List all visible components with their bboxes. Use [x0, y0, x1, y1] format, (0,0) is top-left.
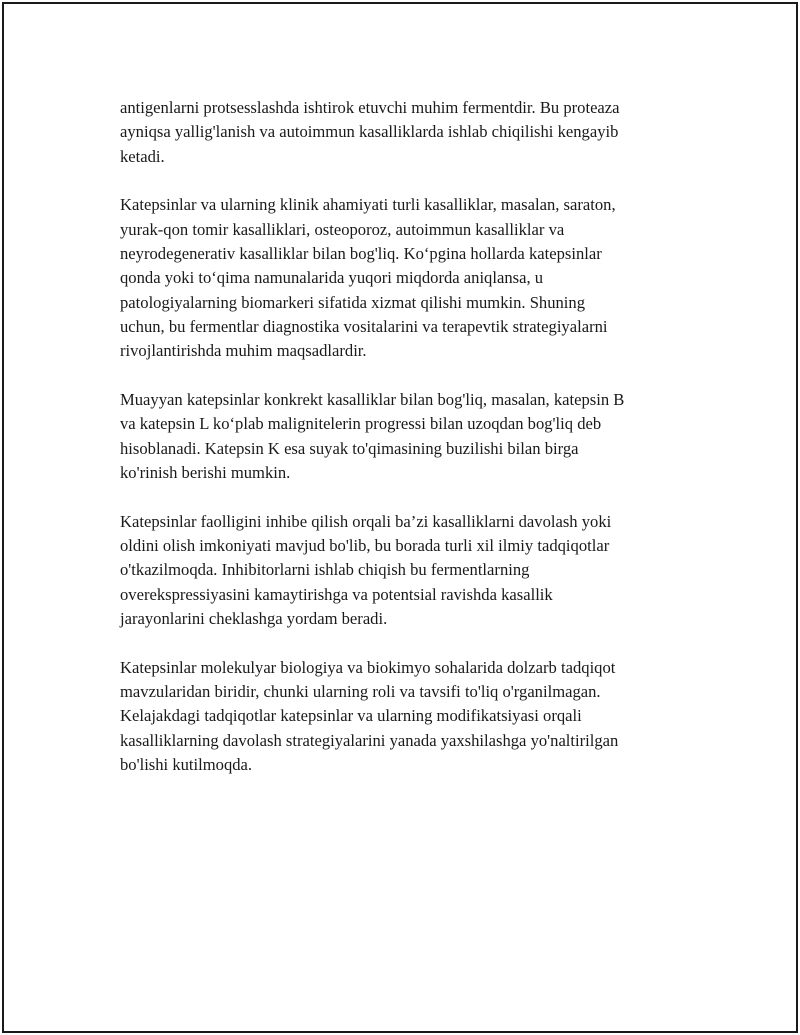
text-line: rivojlantirishda muhim maqsadlardir. [120, 341, 367, 361]
text-line: Kelajakdagi tadqiqotlar katepsinlar va ularning modifikatsiyasi orqali [120, 706, 582, 726]
page-frame [2, 2, 798, 1033]
text-line: va katepsin L ko‘plab malignitelerin progressi bilan uzoqdan bog'liq deb [120, 414, 602, 434]
paragraph-2 [120, 193, 700, 363]
text-line: ayniqsa yallig'lanish va autoimmun kasalliklarda ishlab chiqilishi kengayib [120, 122, 619, 142]
text-line: Katepsinlar faolligini inhibe qilish orqali ba’zi kasalliklarni davolash yoki [120, 511, 612, 531]
text-line: overekspressiyasini kamaytirishga va potentsial ravishda kasallik [120, 584, 553, 604]
paragraph-3 [120, 388, 700, 485]
text-line: ko'rinish berishi mumkin. [120, 462, 291, 482]
text-line: antigenlarni protsesslashda ishtirok etuvchi muhim fermentdir. Bu proteaza [120, 98, 620, 117]
text-line: neyrodegenerativ kasalliklar bilan bog'liq. Ko‘pgina hollarda katepsinlar [120, 243, 602, 263]
text-line: uchun, bu fermentlar diagnostika vositalarini va terapevtik strategiyalarni [120, 316, 608, 336]
text-line: ketadi. [120, 146, 165, 166]
text-line: qonda yoki to‘qima namunalarida yuqori miqdorda aniqlansa, u [120, 268, 544, 288]
text-line: oldini olish imkoniyati mavjud bo'lib, bu borada turli xil ilmiy tadqiqotlar [120, 535, 610, 555]
paragraph-4 [120, 510, 700, 631]
text-line: Katepsinlar va ularning klinik ahamiyati turli kasalliklar, masalan, saraton, [120, 195, 616, 215]
text-line: Katepsinlar molekulyar biologiya va biokimyo sohalarida dolzarb tadqiqot [120, 657, 616, 677]
text-line: mavzularidan biridir, chunki ularning roli va tavsifi to'liq o'rganilmagan. [120, 681, 601, 701]
text-line: bo'lishi kutilmoqda. [120, 754, 253, 774]
text-line: patologiyalarning biomarkeri sifatida xizmat qilishi mumkin. Shuning [120, 292, 586, 312]
text-line: Muayyan katepsinlar konkrekt kasalliklar bilan bog'liq, masalan, katepsin B [120, 389, 625, 409]
text-line: hisoblanadi. Katepsin K esa suyak to'qimasining buzilishi bilan birga [120, 438, 579, 458]
document-body [120, 96, 700, 802]
paragraph-5 [120, 656, 700, 777]
text-line: yurak-qon tomir kasalliklari, osteoporoz, autoimmun kasalliklar va [120, 219, 565, 239]
text-line: o'tkazilmoqda. Inhibitorlarni ishlab chiqish bu fermentlarning [120, 560, 530, 580]
paragraph-1 [120, 96, 700, 169]
text-line: jarayonlarini cheklashga yordam beradi. [120, 608, 388, 628]
text-line: kasalliklarning davolash strategiyalarini yanada yaxshilashga yo'naltirilgan [120, 730, 619, 750]
